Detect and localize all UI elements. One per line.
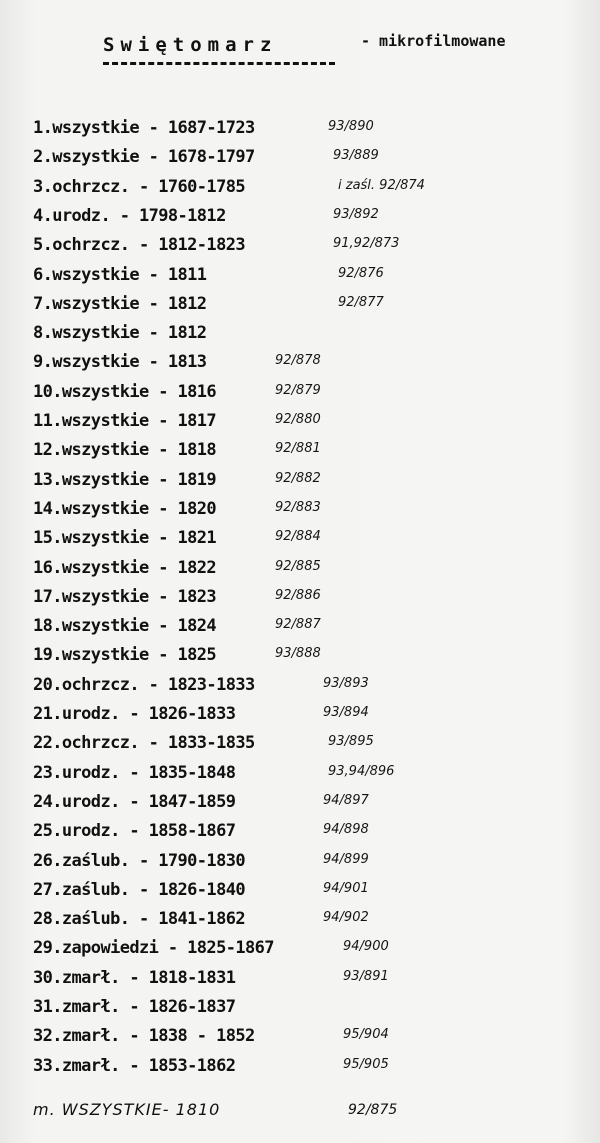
list-item [33,206,593,234]
list-item [33,118,593,146]
entry-text: 27.zaślub. - 1826-1840 [33,879,245,900]
handwritten-entry-text: m. WSZYSTKIE- 1810 [33,1100,221,1119]
entry-text: 30.zmarł. - 1818-1831 [33,967,236,988]
entry-text: 20.ochrzcz. - 1823-1833 [33,674,255,695]
handwritten-entry-note: 92/875 [348,1102,398,1118]
entry-text: 17.wszystkie - 1823 [33,586,217,607]
entry-text: 28.zaślub. - 1841-1862 [33,909,245,930]
entry-text: 25.urodz. - 1858-1867 [33,821,236,842]
entry-text: 23.urodz. - 1835-1848 [33,762,236,783]
entry-text: 21.urodz. - 1826-1833 [33,704,236,724]
entry-note: 94/898 [323,822,369,838]
list-item [33,880,593,908]
list-item [33,938,593,966]
page-title: Swiętomarz [103,34,278,56]
entry-text: 18.wszystkie - 1824 [33,616,217,637]
entry-text: 31.zmarł. - 1826-1837 [33,997,236,1017]
handwritten-entry [33,1100,593,1130]
list-item [33,704,593,732]
entry-text: 3.ochrzcz. - 1760-1785 [33,176,245,197]
page-subtitle: - mikrofilmowane [361,32,506,50]
entry-note: 93/892 [333,206,379,222]
list-item [33,352,593,380]
entry-note: 95/905 [343,1056,389,1072]
entry-text: 9.wszystkie - 1813 [33,352,207,373]
list-item [33,440,593,468]
entry-note: 92/885 [275,558,321,574]
list-item [33,147,593,175]
entry-note: 92/887 [275,617,321,633]
entry-text: 5.ochrzcz. - 1812-1823 [33,235,245,256]
entry-text: 1.wszystkie - 1687-1723 [33,118,255,138]
entry-note: 93,94/896 [328,763,395,779]
entry-note: 95/904 [343,1027,389,1043]
entry-text: 8.wszystkie - 1812 [33,323,207,344]
list-item [33,997,593,1025]
entry-note: 94/901 [323,880,369,896]
entry-note: 92/877 [338,294,384,310]
list-item [33,294,593,322]
entry-text: 26.zaślub. - 1790-1830 [33,850,245,871]
list-item [33,733,593,761]
entry-text: 4.urodz. - 1798-1812 [33,205,226,226]
entry-text: 13.wszystkie - 1819 [33,469,217,490]
entry-note: 92/883 [275,499,321,515]
entry-text: 11.wszystkie - 1817 [33,411,217,431]
entry-note: 94/902 [323,910,369,926]
list-item [33,558,593,586]
entry-note: 93/894 [323,705,369,720]
entry-text: 24.urodz. - 1847-1859 [33,791,236,812]
list-item [33,382,593,410]
entry-text: 22.ochrzcz. - 1833-1835 [33,733,255,754]
list-item [33,265,593,293]
list-item [33,909,593,937]
entry-note: 93/891 [343,968,389,984]
list-item [33,1026,593,1054]
list-item [33,177,593,205]
entry-text: 32.zmarł. - 1838 - 1852 [33,1026,255,1047]
list-item [33,499,593,527]
entry-text: 33.zmarł. - 1853-1862 [33,1055,236,1076]
entry-note: 92/880 [275,412,321,427]
entry-text: 16.wszystkie - 1822 [33,557,217,578]
list-item [33,528,593,556]
entry-note: 92/886 [275,587,321,603]
entry-note: 94/900 [343,939,389,955]
entry-note: 93/893 [323,675,369,691]
entry-note: 92/881 [275,441,321,457]
list-item [33,675,593,703]
list-item [33,587,593,615]
entry-note: 92/879 [275,382,321,398]
entry-text: 19.wszystkie - 1825 [33,645,217,666]
entry-note: 91,92/873 [333,236,400,252]
entry-note: 92/878 [275,353,321,369]
list-item [33,821,593,849]
list-item [33,792,593,820]
list-item [33,1056,593,1084]
entry-text: 12.wszystkie - 1818 [33,440,217,461]
list-item [33,616,593,644]
list-item [33,763,593,791]
list-item [33,645,593,673]
list-item [33,851,593,879]
entry-text: 10.wszystkie - 1816 [33,381,217,402]
entry-note: 92/884 [275,529,321,545]
list-item [33,235,593,263]
entry-note: 92/882 [275,470,321,486]
entry-text: 29.zapowiedzi - 1825-1867 [33,938,274,959]
entry-note: 93/895 [328,734,374,750]
entry-note: 94/897 [323,792,369,808]
entry-text: 6.wszystkie - 1811 [33,264,207,285]
list-item [33,968,593,996]
entry-note: 93/890 [328,119,374,134]
entry-note: i zaśl. 92/874 [338,177,425,193]
entry-note: 93/888 [275,646,321,662]
entry-text: 14.wszystkie - 1820 [33,498,217,519]
entry-text: 15.wszystkie - 1821 [33,528,217,549]
list-item [33,323,593,351]
entry-note: 92/876 [338,265,384,281]
entry-text: 2.wszystkie - 1678-1797 [33,147,255,168]
entry-note: 94/899 [323,851,369,867]
entry-note: 93/889 [333,148,379,164]
list-item [33,470,593,498]
entry-text: 7.wszystkie - 1812 [33,293,207,314]
list-item [33,411,593,439]
